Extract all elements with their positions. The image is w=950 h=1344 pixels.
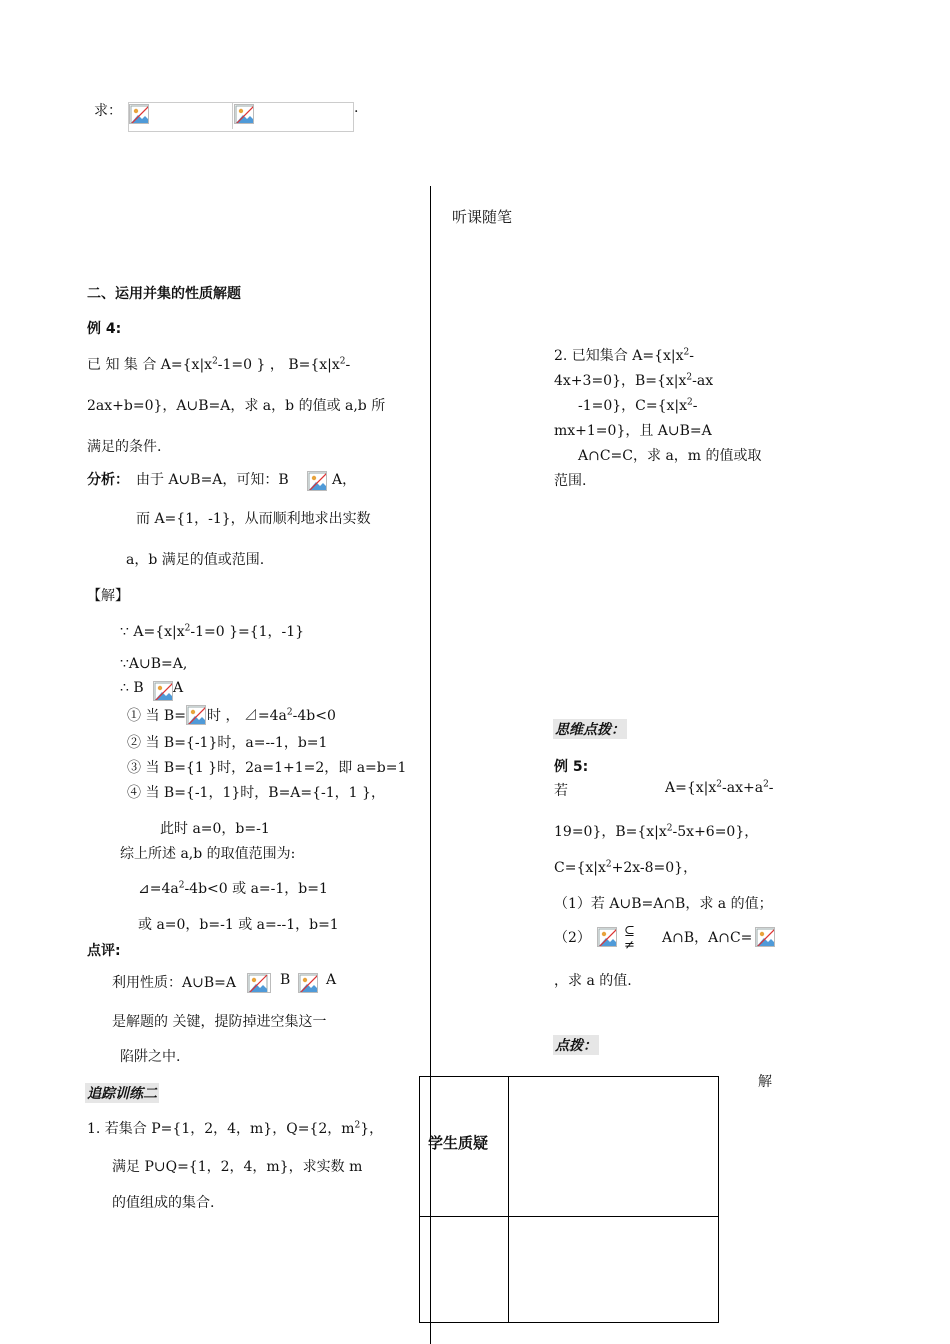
practice-title: 追踪训练二: [85, 1083, 159, 1103]
notes-heading: 听课随笔: [452, 208, 513, 226]
ex4-statement-line1: 已 知 集 合 $A=\{x|x^2-1=0$ } ， $B=\{x|x^2-$: [87, 356, 351, 373]
example-5-label: 例 5:: [554, 759, 589, 775]
q2-line5: A∩C=C，求 a，m 的值或取: [578, 448, 762, 464]
comment-line3: 陷阱之中.: [120, 1049, 181, 1065]
subset-image-icon: [298, 973, 318, 993]
broken-image-icon: [129, 104, 149, 124]
result-line2: 或 a=0，b=-1 或 a=--1，b=1: [138, 917, 339, 933]
ex4-statement-line3: 满足的条件.: [87, 439, 162, 455]
analysis-line1-end: A，: [332, 472, 357, 488]
table-row-line: [419, 1216, 719, 1217]
qiu-label: 求：: [94, 103, 122, 119]
ex4-statement-line2: 2ax+b=0}，A∪B=A，求 a，b 的值或 a,b 所: [87, 398, 386, 414]
section-title: 二、运用并集的性质解题: [87, 286, 241, 302]
subset-image-icon: [247, 973, 271, 993]
practice-q1-line2: 满足 P∪Q={1，2，4，m}，求实数 m: [112, 1159, 363, 1175]
subset-symbol-bottom: ≠: [624, 938, 635, 953]
solution-label: 【解】: [87, 588, 129, 604]
subset-image-icon: [153, 681, 173, 701]
case1-end: 时 ， $⊿=4a^2-4b<0$: [207, 707, 336, 724]
q2-line2: 4x+3=0}，$B=\{x|x^2-ax$: [554, 372, 714, 389]
practice-q1-line1: 1. 若集合 P={1，2，4，m}，Q={2，$m^2$}，: [87, 1120, 384, 1137]
case4: ④ 当 B={-1，1}时，B=A={-1，1 }，: [127, 785, 385, 801]
comment-line1-b: B: [280, 972, 291, 988]
ex5-line2: 19=0}，$B=\{x|x^2-5x+6=0\}$，: [554, 823, 759, 840]
thinking-tip-heading: 思维点拨：: [553, 719, 627, 739]
solution-step3: ∴ B: [120, 680, 144, 696]
case2: ② 当 B={-1}时，a=--1，b=1: [127, 735, 328, 751]
tip-heading: 点拨：: [553, 1035, 599, 1055]
ex5-part2-b: A∩B，A∩C=: [662, 930, 753, 946]
q2-line3: -1=0}，$C=\{x|x^2-$: [578, 397, 698, 414]
result-line1: $⊿=4a^2-4b<0$ 或 a=-1，b=1: [138, 880, 328, 897]
ex5-line1: $A=\{x|x^2-ax+a^2-$: [665, 779, 774, 796]
practice-q1-line3: 的值组成的集合.: [112, 1195, 215, 1211]
q2-line1: 2. 已知集合 $A=\{x|x^2-$: [554, 347, 694, 364]
solution-step3-end: A: [173, 680, 184, 696]
period: .: [354, 100, 359, 116]
student-question-table: [419, 1076, 719, 1323]
comment-line1: 利用性质：A∪B=A: [112, 975, 236, 991]
subset-image-icon: [307, 471, 327, 491]
analysis-line1: 由于 A∪B=A，可知：B: [136, 472, 289, 488]
ex5-part2: （2）: [554, 930, 591, 946]
analysis-label: 分析：: [87, 472, 129, 488]
case1: ① 当 B=: [127, 708, 186, 724]
subset-symbol-top: ⊆: [624, 924, 635, 939]
comment-label: 点评:: [87, 943, 121, 959]
ex5-ruo: 若: [554, 783, 568, 799]
case4-result: 此时 a=0，b=-1: [160, 821, 270, 837]
comment-line2: 是解题的 关键，提防掉进空集这一: [112, 1014, 327, 1030]
q2-line4: mx+1=0}，且 A∪B=A: [554, 423, 712, 439]
analysis-line2: 而 A={1，-1}，从而顺利地求出实数: [136, 511, 371, 527]
q2-line6: 范围.: [554, 473, 587, 489]
ex5-part1: （1）若 A∪B=A∩B，求 a 的值；: [554, 896, 773, 912]
formula-divider: [232, 103, 233, 129]
student-question-label: 学生质疑: [428, 1134, 489, 1152]
summary: 综上所述 a,b 的取值范围为:: [120, 846, 296, 862]
broken-image-icon: [234, 104, 254, 124]
ex5-part3: ，求 a 的值.: [554, 973, 632, 989]
solution-label-right: 解: [758, 1074, 772, 1090]
solution-step2: ∵A∪B=A,: [120, 656, 188, 672]
case3: ③ 当 B={1 }时，2a=1+1=2，即 a=b=1: [127, 760, 407, 776]
empty-set-image-icon: [186, 705, 206, 725]
solution-step1: ∵ $A=\{x|x^2-1=0$ }={1，-1}: [120, 623, 305, 640]
comment-line1-c: A: [326, 972, 337, 988]
example-4-label: 例 4:: [87, 321, 122, 337]
ex5-line3: $C=\{x|x^2+2x-8=0\}$，: [554, 859, 698, 876]
empty-set-image-icon: [755, 927, 775, 947]
table-column-line: [508, 1076, 509, 1323]
empty-set-image-icon: [597, 927, 617, 947]
analysis-line3: a，b 满足的值或范围.: [126, 552, 265, 568]
